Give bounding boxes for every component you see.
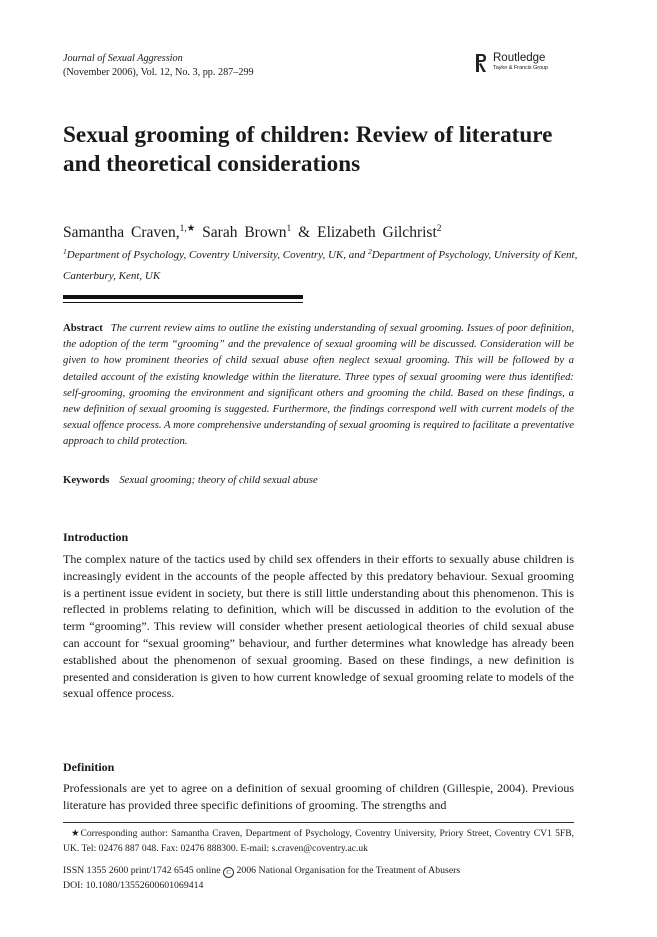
author-name: Sarah Brown — [202, 224, 287, 241]
affiliation-1: Department of Psychology, Coventry University, Coventry, UK, and — [66, 249, 368, 261]
publisher-logo — [474, 52, 548, 74]
author-sup: 1 — [286, 224, 292, 234]
affiliations — [63, 241, 578, 287]
footnote-text: Corresponding author: Samantha Craven, Department of Psychology, Coventry University, Priory Street, Coventry CV1 5FB, UK. Tel: 02476 887 048. Fax: 02476 888300. E-mail: s.craven@coventry.ac.uk — [63, 828, 575, 854]
abstract-label: Abstract — [63, 322, 103, 334]
issn-block — [63, 863, 460, 893]
introduction-paragraph: The complex nature of the tactics used by child sex offenders in their efforts to sexually abuse children is increasingly evident in the accounts of the people affected by this predatory behaviour. Sexual grooming is a pertinent issue evident in society, but there is still little understanding about this phenomenon. This is reflected in problems relating to definition, which will be discussed in addition to the evolution of the term “grooming”. This review will consider whether present aetiological theories of child sexual abuse can account for “sexual grooming” behaviour, and further determines what knowledge has already been established about the phenomenon of sexual grooming. Based on these findings, a new definition is presented and consideration is given to how current knowledge of sexual grooming relate to models of the sexual offence process. — [63, 552, 574, 701]
copyright-icon: C — [223, 867, 234, 878]
definition-paragraph: Professionals are yet to agree on a definition of sexual grooming of children (Gillespie, 2004). Previous literature has provided three specific definitions of grooming. The strengths and — [63, 781, 574, 812]
issn-line: ISSN 1355 2600 print/1742 6545 online C 2006 National Organisation for the Treatment of Abusers — [63, 865, 461, 876]
section-heading-introduction: Introduction — [63, 530, 129, 544]
journal-title: Journal of Sexual Aggression — [63, 53, 183, 64]
footnote-marker: ★ — [71, 828, 81, 839]
publisher-subtitle: Taylor & Francis Group — [493, 65, 548, 71]
keywords — [63, 472, 574, 488]
footnote-divider — [63, 822, 574, 823]
section-heading-definition: Definition — [63, 760, 115, 774]
author-sup: 1,★ — [179, 224, 196, 234]
author-name: & Elizabeth Gilchrist — [298, 224, 437, 241]
affiliation-2: Department of Psychology, University of Kent, Canterbury, Kent, UK — [63, 249, 578, 282]
divider-thin — [63, 302, 303, 303]
abstract — [63, 320, 574, 450]
article-title: Sexual grooming of children: Review of literature and theoretical considerations — [63, 122, 553, 177]
doi: DOI: 10.1080/13552600601069414 — [63, 880, 204, 891]
affiliation-sup: 2 — [367, 247, 372, 256]
issue-info: (November 2006), Vol. 12, No. 3, pp. 287–299 — [63, 67, 254, 78]
keywords-text: Sexual grooming; theory of child sexual abuse — [119, 474, 318, 486]
author-sup: 2 — [436, 224, 442, 234]
keywords-label: Keywords — [63, 474, 110, 486]
author-list — [63, 219, 442, 243]
author-name: Samantha Craven, — [63, 224, 180, 241]
routledge-icon — [474, 52, 488, 74]
publisher-name: Routledge — [493, 52, 546, 64]
affiliation-sup: 1 — [63, 247, 67, 256]
abstract-text: The current review aims to outline the existing understanding of sexual grooming. Issues of poor definition, the adoption of the term “grooming” and the prevalence of sexual grooming will be discussed. Consideration will be given to how prominent theories of child sexual abuse often neglect sexual grooming. This will be followed by a detailed account of the existing knowledge within the literature. Three types of sexual grooming were thus identified: self-grooming, grooming the environment and significant others and grooming the child. Based on these findings, a new definition of sexual grooming is suggested. Furthermore, the findings correspond well with current models of the sexual offence process. A more comprehensive understanding of sexual grooming is required to facilitate a preventative approach to child protection. — [63, 322, 574, 448]
journal-citation — [63, 52, 254, 80]
divider-thick — [63, 295, 303, 299]
corresponding-author-footnote — [63, 826, 574, 856]
